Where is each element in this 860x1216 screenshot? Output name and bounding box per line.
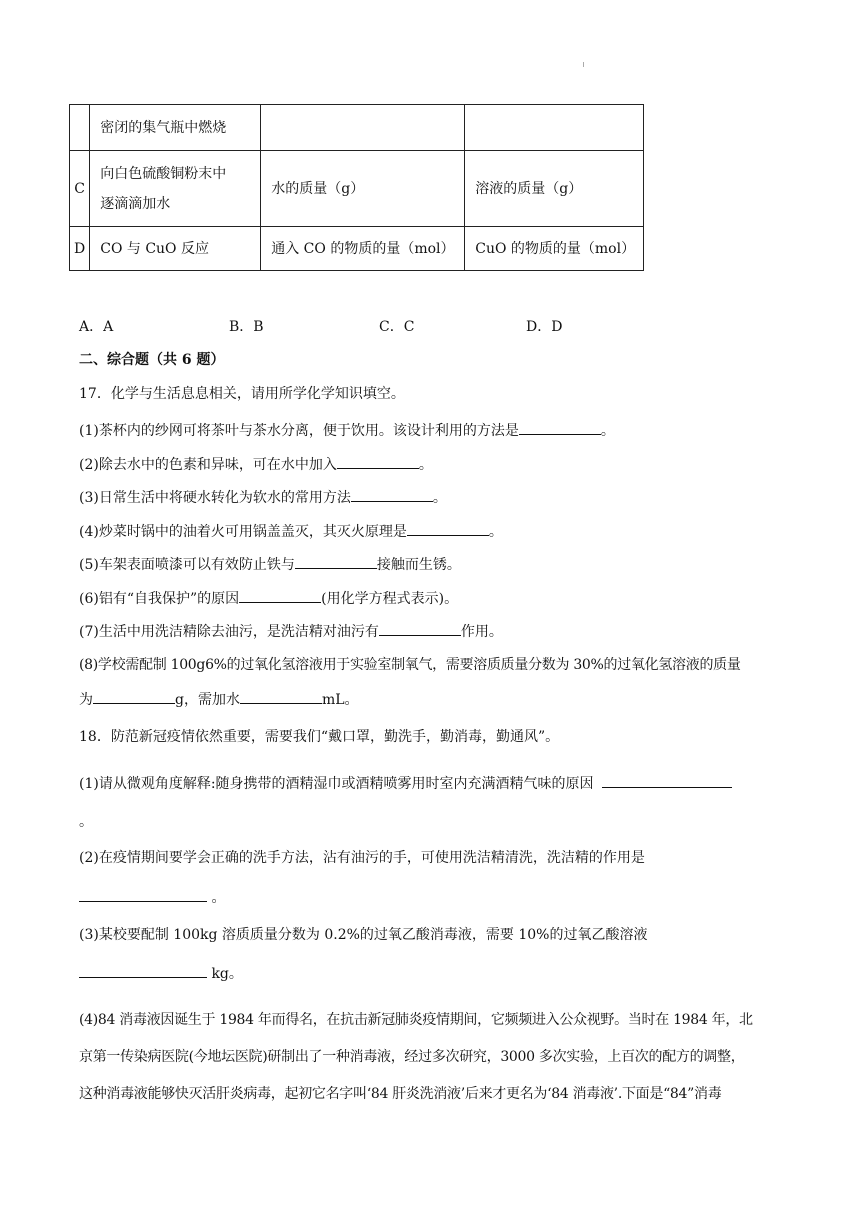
y-axis-cell: 溶液的质量（g） (465, 151, 644, 227)
experiment-cell: CO 与 CuO 反应 (90, 227, 261, 271)
q17-part-7: (7)生活中用洗洁精除去油污，是洗洁精对油污有 作用。 (79, 621, 503, 642)
row-label: C (70, 151, 90, 227)
experiment-cell: 密闭的集气瓶中燃烧 (90, 105, 261, 151)
row-label (70, 105, 90, 151)
answer-blank[interactable] (295, 554, 377, 569)
q17-part-4: (4)炒菜时锅中的油着火可用锅盖盖灭，其灭火原理是 。 (79, 521, 503, 542)
q18-part-2: (2)在疫情期间要学会正确的洗手方法，沾有油污的手，可使用洗洁精清洗，洗洁精的作用是 (79, 850, 645, 866)
answer-blank[interactable] (93, 689, 175, 704)
experiment-table (69, 104, 644, 271)
answer-blank[interactable] (407, 521, 489, 536)
q18-part-3-answer: kg。 (79, 963, 243, 984)
answer-blank[interactable] (351, 487, 433, 502)
q18-part-4-line3: 这种消毒液能够快灭活肝炎病毒，起初它名字叫‘84 肝炎洗消液’后来才更名为‘84 消毒液’.下面是“84”消毒 (79, 1086, 722, 1102)
table-row (70, 227, 644, 271)
answer-blank[interactable] (337, 454, 419, 469)
row-label: D (70, 227, 90, 271)
option-a[interactable]: A．A (79, 319, 114, 335)
q17-stem: 17．化学与生活息息相关，请用所学化学知识填空。 (79, 386, 405, 402)
option-b[interactable]: B．B (229, 319, 264, 335)
answer-blank[interactable] (79, 887, 207, 902)
y-axis-cell (465, 105, 644, 151)
answer-blank[interactable] (79, 963, 207, 978)
y-axis-cell: CuO 的物质的量（mol） (465, 227, 644, 271)
section-title: 二、综合题（共 6 题） (79, 352, 225, 368)
table-row (70, 105, 644, 151)
q17-part-8-line1: (8)学校需配制 100g6%的过氧化氢溶液用于实验室制氧气，需要溶质质量分数为 30%的过氧化氢溶液的质量 (79, 657, 741, 673)
answer-blank[interactable] (240, 689, 322, 704)
x-axis-cell (261, 105, 465, 151)
q18-part-4-line2: 京第一传染病医院(今地坛医院)研制出了一种消毒液，经过多次研究，3000 多次实验，上百次的配方的调整， (79, 1049, 745, 1065)
table-row (70, 151, 644, 227)
answer-blank[interactable] (379, 621, 461, 636)
x-axis-cell: 水的质量（g） (261, 151, 465, 227)
q18-part-2-answer: 。 (79, 887, 225, 908)
q17-part-8-line2: 为 g，需加水 mL。 (79, 689, 359, 710)
q18-part-4-line1: (4)84 消毒液因诞生于 1984 年而得名，在抗击新冠肺炎疫情期间，它频频进入公众视野。当时在 1984 年，北 (79, 1012, 753, 1028)
q18-stem: 18．防范新冠疫情依然重要，需要我们“戴口罩，勤洗手，勤消毒，勤通风”。 (79, 729, 560, 745)
x-axis-cell: 通入 CO 的物质的量（mol） (261, 227, 465, 271)
q17-part-6: (6)铝有“自我保护”的原因 (用化学方程式表示)。 (79, 588, 458, 609)
q17-part-3: (3)日常生活中将硬水转化为软水的常用方法 。 (79, 487, 447, 508)
answer-blank[interactable] (239, 588, 321, 603)
answer-blank[interactable] (519, 420, 601, 435)
option-c[interactable]: C．C (379, 319, 415, 335)
q17-part-1: (1)茶杯内的纱网可将茶叶与茶水分离，便于饮用。该设计利用的方法是 。 (79, 420, 615, 441)
q17-part-5: (5)车架表面喷漆可以有效防止铁与 接触而生锈。 (79, 554, 461, 575)
experiment-cell: 向白色硫酸铜粉末中 逐滴滴加水 (90, 151, 261, 227)
q18-part-1-end: 。 (79, 814, 93, 830)
answer-blank[interactable] (602, 773, 732, 788)
option-d[interactable]: D．D (526, 319, 563, 335)
q17-part-2: (2)除去水中的色素和异味，可在水中加入 。 (79, 454, 433, 475)
q18-part-1: (1)请从微观角度解释:随身携带的酒精湿巾或酒精喷雾用时室内充满酒精气味的原因 (79, 773, 732, 794)
answer-options (79, 317, 779, 337)
q18-part-3: (3)某校要配制 100kg 溶质质量分数为 0.2%的过氧乙酸消毒液，需要 10%的过氧乙酸溶液 (79, 927, 648, 943)
page-mark (583, 62, 584, 67)
